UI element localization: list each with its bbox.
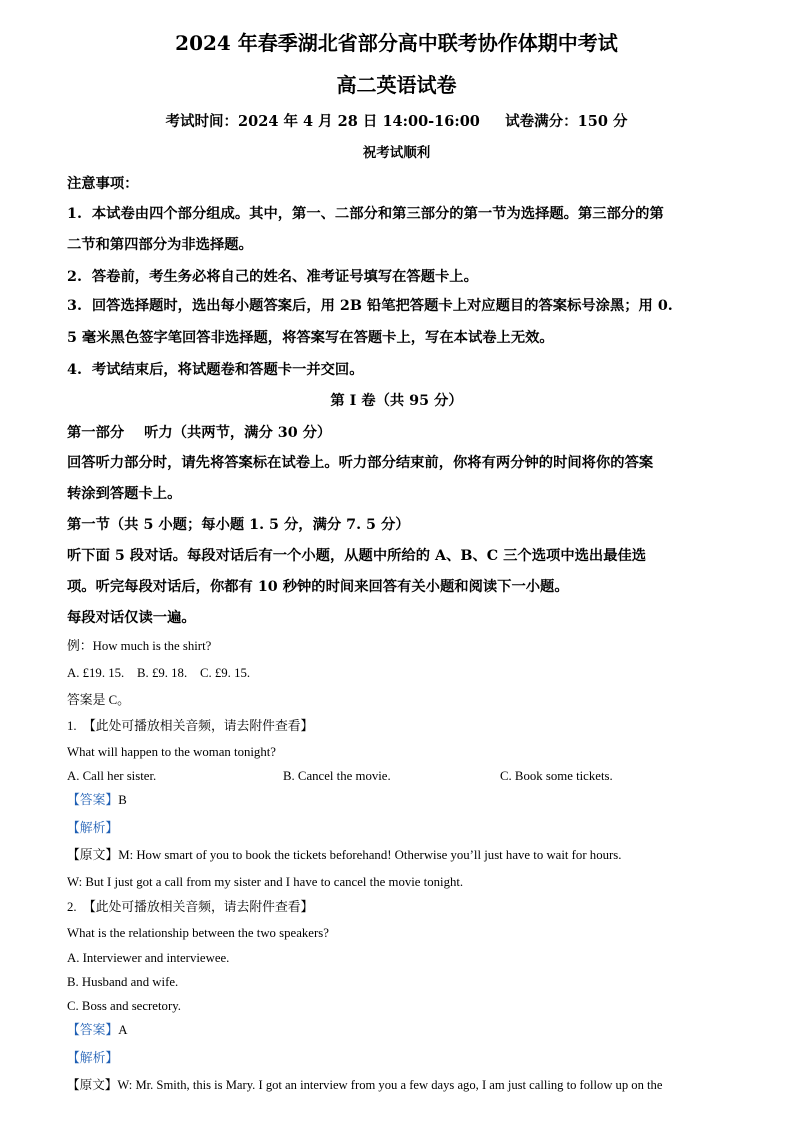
option-a: A. Interviewer and interviewee. (67, 951, 230, 965)
transcript-line (67, 1078, 662, 1093)
part-one-intro: 转涂到答题卡上。 (67, 486, 182, 502)
transcript-line: W: But I just got a call from my sister and I have to cancel the movie tonight. (67, 875, 464, 889)
notice-line: 3. 回答选择题时，选出每小题答案后，用 2B 铅笔把答题卡上对应题目的答案标号涂黑；用 0. (67, 298, 673, 314)
analysis-tag: 【解析】 (67, 1051, 119, 1065)
part-one-heading: 第一部分 听力（共两节，满分 30 分） (67, 425, 332, 441)
exam-title: 2024 年春季湖北省部分高中联考协作体期中考试 (175, 31, 618, 55)
example-options: A. £19. 15. B. £9. 18. C. £9. 15. (67, 666, 251, 680)
paper-subtitle: 高二英语试卷 (336, 73, 457, 97)
question-stem: What will happen to the woman tonight? (67, 745, 276, 759)
question-number-audio: 1. 【此处可播放相关音频，请去附件查看】 (67, 719, 314, 733)
good-luck-note: 祝考试顺利 (362, 145, 431, 161)
notice-line: 2. 答卷前，考生务必将自己的姓名、准考证号填写在答题卡上。 (67, 269, 478, 285)
notice-line: 4. 考试结束后，将试题卷和答题卡一并交回。 (67, 362, 364, 378)
section-directions: 每段对话仅读一遍。 (67, 610, 196, 626)
answer-tag: 【答案】 (67, 793, 119, 807)
option-a: A. Call her sister. (67, 769, 157, 783)
example-answer: 答案是 C。 (67, 693, 130, 707)
notice-line: 1. 本试卷由四个部分组成。其中，第一、二部分和第三部分的第一节为选择题。第三部分的第 (67, 206, 664, 222)
answer-line (67, 1023, 127, 1038)
option-b: B. Cancel the movie. (283, 769, 391, 783)
question-number-audio: 2. 【此处可播放相关音频，请去附件查看】 (67, 900, 314, 914)
question-stem: What is the relationship between the two speakers? (67, 926, 329, 940)
exam-info: 考试时间：2024 年 4 月 28 日 14:00-16:00 试卷满分：150 分 (165, 113, 628, 130)
part-one-intro: 回答听力部分时，请先将答案标在试卷上。听力部分结束前，你将有两分钟的时间将你的答案 (67, 455, 654, 471)
answer-tag: 【答案】 (67, 1023, 119, 1037)
answer-value: B (118, 793, 127, 807)
volume-title: 第 I 卷（共 95 分） (330, 393, 463, 409)
answer-line (67, 793, 127, 808)
example-question: 例：How much is the shirt? (67, 639, 212, 653)
notice-heading: 注意事项： (67, 176, 139, 192)
transcript-text: M: How smart of you to book the tickets beforehand! Otherwise you’ll just have to wait for hours. (118, 848, 622, 862)
original-tag: 【原文】 (67, 1078, 118, 1092)
option-b: B. Husband and wife. (67, 975, 179, 989)
notice-line: 5 毫米黑色签字笔回答非选择题，将答案写在答题卡上，写在本试卷上无效。 (67, 330, 554, 346)
original-tag: 【原文】 (67, 848, 119, 862)
option-c: C. Book some tickets. (500, 769, 613, 783)
analysis-tag: 【解析】 (67, 821, 119, 835)
transcript-line (67, 848, 621, 863)
section-directions: 项。听完每段对话后，你都有 10 秒钟的时间来回答有关小题和阅读下一小题。 (67, 579, 569, 595)
section-one-heading: 第一节（共 5 小题；每小题 1. 5 分，满分 7. 5 分） (67, 517, 410, 533)
section-directions: 听下面 5 段对话。每段对话后有一个小题，从题中所给的 A、B、C 三个选项中选出最佳选 (67, 548, 647, 564)
notice-line: 二节和第四部分为非选择题。 (67, 237, 253, 253)
answer-value: A (118, 1023, 128, 1037)
option-c: C. Boss and secretory. (67, 999, 181, 1013)
transcript-text: W: Mr. Smith, this is Mary. I got an interview from you a few days ago, I am just calling to follow up on the (117, 1078, 663, 1092)
